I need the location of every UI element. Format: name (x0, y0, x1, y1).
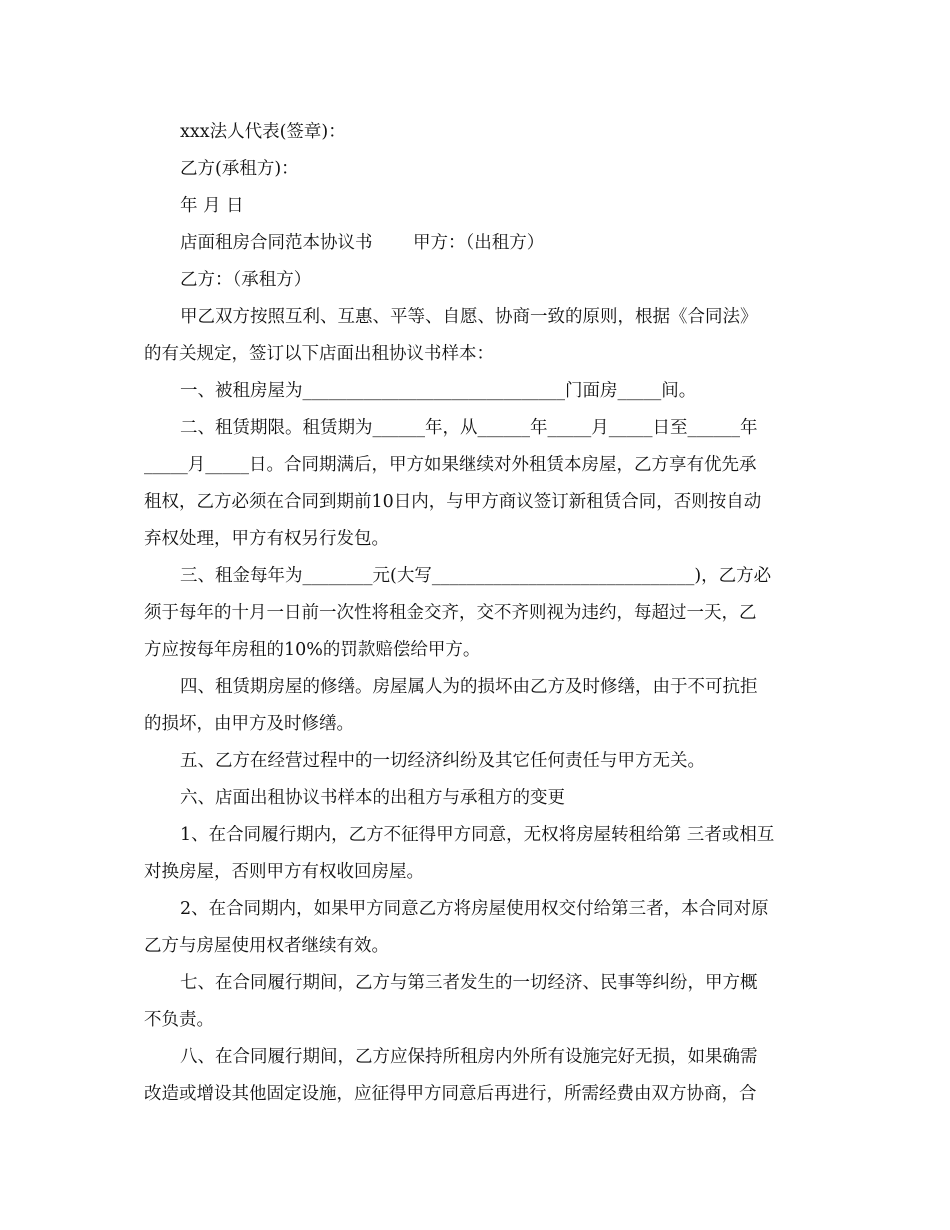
clause-4-line: 四、租赁期房屋的修缮。房屋属人为的损坏由乙方及时修缮，由于不可抗拒 (180, 677, 758, 697)
clause-1-line: 一、被租房屋为______________________________门面房_____间。 (180, 381, 697, 401)
clause-7-line: 七、在合同履行期间，乙方与第三者发生的一切经济、民事等纠纷，甲方概 (180, 973, 758, 993)
paragraph-line: 方应按每年房租的10%的罚款赔偿给甲方。 (144, 640, 481, 660)
paragraph-line: 租权，乙方必须在合同到期前10日内，与甲方商议签订新租赁合同，否则按自动 (144, 492, 762, 512)
paragraph-line: 的损坏，由甲方及时修缮。 (144, 714, 354, 734)
paragraph-line: 对换房屋，否则甲方有权收回房屋。 (144, 862, 424, 882)
signature-line-legal-rep: xxx法人代表(签章)： (180, 122, 346, 142)
paragraph-line: 甲乙双方按照互利、互惠、平等、自愿、协商一致的原则，根据《合同法》 (180, 307, 758, 327)
paragraph-line: 改造或增设其他固定设施，应征得甲方同意后再进行，所需经费由双方协商，合 (144, 1084, 757, 1104)
clause-8-line: 八、在合同履行期间，乙方应保持所租房内外所有设施完好无损，如果确需 (180, 1047, 758, 1067)
clause-3-line: 三、租金每年为________元(大写______________________________)，乙方必 (180, 566, 772, 586)
document-title-line: 店面租房合同范本协议书 甲方：（出租方） (180, 233, 545, 253)
sub-clause-2-line: 2、在合同期内，如果甲方同意乙方将房屋使用权交付给第三者，本合同对原 (180, 899, 769, 919)
paragraph-line: 弃权处理，甲方有权另行发包。 (144, 529, 389, 549)
clause-5-line: 五、乙方在经营过程中的一切经济纠纷及其它任何责任与甲方无关。 (180, 751, 705, 771)
clause-6-line: 六、店面出租协议书样本的出租方与承租方的变更 (180, 788, 565, 808)
paragraph-line: 乙方与房屋使用权者继续有效。 (144, 936, 389, 956)
paragraph-line: 的有关规定，签订以下店面出租协议书样本： (144, 344, 494, 364)
date-line: 年 月 日 (180, 196, 244, 216)
paragraph-line: 须于每年的十月一日前一次性将租金交齐，交不齐则视为违约，每超过一天，乙 (144, 603, 757, 623)
signature-line-lessee: 乙方(承租方)： (180, 159, 299, 179)
paragraph-line: _____月_____日。合同期满后，甲方如果继续对外租赁本房屋，乙方享有优先承 (144, 455, 757, 475)
sub-clause-1-line: 1、在合同履行期内，乙方不征得甲方同意，无权将房屋转租给第 三者或相互 (180, 825, 775, 845)
party-b-line: 乙方：（承租方） (180, 270, 312, 290)
paragraph-line: 不负责。 (144, 1010, 214, 1030)
clause-2-line: 二、租赁期限。租赁期为______年，从______年_____月_____日至______年 (180, 418, 758, 438)
